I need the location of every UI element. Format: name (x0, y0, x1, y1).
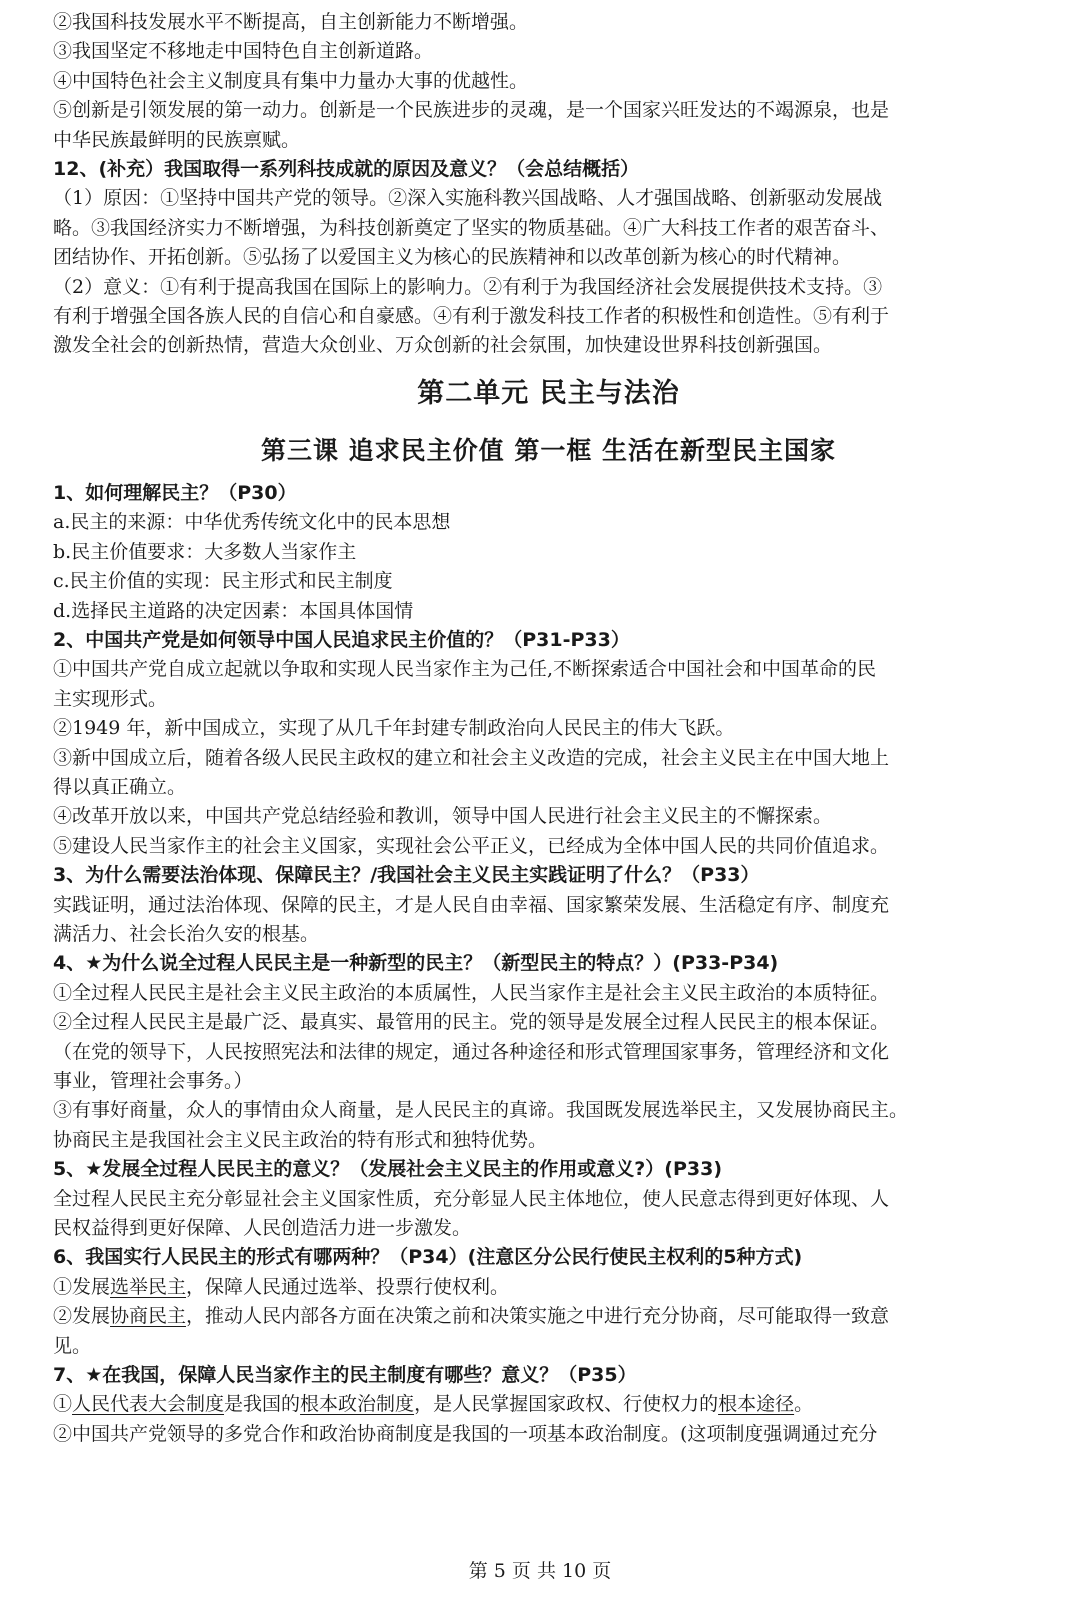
question-heading: 6、我国实行人民民主的形式有哪两种？（P34）(注意区分公民行使民主权利的5种方式) (53, 1246, 803, 1269)
text-span: 。 (794, 1393, 814, 1416)
text-line: 实践证明，通过法治体现、保障的民主，才是人民自由幸福、国家繁荣发展、生活稳定有序、制度充 (53, 893, 890, 916)
underlined-term: 选举民主 (110, 1275, 187, 1298)
question-heading: 1、如何理解民主？（P30） (53, 481, 297, 504)
text-line: 满活力、社会长治久安的根基。 (53, 922, 320, 945)
text-line: ④中国特色社会主义制度具有集中力量办大事的优越性。 (53, 69, 529, 92)
page-footer: 第 5 页 共 10 页 (468, 1560, 612, 1582)
text-line: ②中国共产党领导的多党合作和政治协商制度是我国的一项基本政治制度。(这项制度强调通过充分 (53, 1422, 878, 1445)
text-span: 是我国的 (224, 1393, 301, 1416)
underlined-term: 根本途径 (718, 1393, 795, 1416)
text-line: 得以真正确立。 (53, 775, 187, 798)
text-line: 事业，管理社会事务。） (53, 1070, 253, 1092)
text-block-main (53, 479, 1044, 1449)
question-heading: 7、★在我国，保障人民当家作主的民主制度有哪些？意义？（P35） (53, 1364, 637, 1387)
text-line: ②我国科技发展水平不断提高，自主创新能力不断增强。 (53, 11, 529, 33)
text-line: 团结协作、开拓创新。⑤弘扬了以爱国主义为核心的民族精神和以改革创新为核心的时代精神。 (53, 246, 852, 269)
text-span: ，保障人民通过选举、投票行使权利。 (186, 1275, 510, 1298)
text-line: ①全过程人民民主是社会主义民主政治的本质属性，人民当家作主是社会主义民主政治的本质特征。 (53, 981, 890, 1004)
text-line (53, 1390, 1044, 1419)
text-line: a.民主的来源：中华优秀传统文化中的民本思想 (53, 511, 451, 534)
text-line: （2）意义：①有利于提高我国在国际上的影响力。②有利于为我国经济社会发展提供技术支持。③ (53, 275, 883, 298)
text-span: ①发展 (53, 1275, 111, 1298)
text-line: 激发全社会的创新热情，营造大众创业、万众创新的社会氛围，加快建设世界科技创新强国。 (53, 334, 833, 357)
text-line: 主实现形式。 (53, 687, 168, 710)
text-line: ②全过程人民民主是最广泛、最真实、最管用的民主。党的领导是发展全过程人民民主的根本保证。 (53, 1011, 890, 1034)
underlined-term: 根本政治制度 (300, 1393, 415, 1416)
text-span: ，推动人民内部各方面在决策之前和决策实施之中进行充分协商，尽可能取得一致意 (186, 1305, 890, 1328)
question-heading: 4、★为什么说全过程人民民主是一种新型的民主？（新型民主的特点？）(P33-P34) (53, 952, 779, 975)
text-line: （1）原因：①坚持中国共产党的领导。②深入实施科教兴国战略、人才强国战略、创新驱动发展战 (53, 187, 883, 210)
text-line: 见。 (53, 1334, 92, 1357)
text-line: ③我国坚定不移地走中国特色自主创新道路。 (53, 40, 434, 63)
lesson-title: 第三课 追求民主价值 第一框 生活在新型民主国家 (260, 435, 837, 465)
text-line: 中华民族最鲜明的民族禀赋。 (53, 128, 301, 151)
question-heading: 3、为什么需要法治体现、保障民主？/我国社会主义民主实践证明了什么？（P33） (53, 864, 760, 887)
question-heading: 2、中国共产党是如何领导中国人民追求民主价值的？（P31-P33） (53, 628, 630, 651)
text-span: ②发展 (53, 1305, 111, 1328)
text-line: ③新中国成立后，随着各级人民民主政权的建立和社会主义改造的完成，社会主义民主在中国大地上 (53, 746, 890, 769)
text-line: d.选择民主道路的决定因素：本国具体国情 (53, 599, 414, 622)
text-line: 略。③我国经济实力不断增强，为科技创新奠定了坚实的物质基础。④广大科技工作者的艰苦奋斗、 (53, 216, 890, 239)
unit-title: 第二单元 民主与法治 (417, 377, 680, 409)
question-heading: 5、★发展全过程人民民主的意义？（发展社会主义民主的作用或意义?）(P33) (53, 1158, 723, 1181)
text-line: （在党的领导下，人民按照宪法和法律的规定，通过各种途径和形式管理国家事务，管理经济和文化 (53, 1040, 890, 1063)
text-line (53, 1302, 1044, 1331)
text-line: ①中国共产党自成立起就以争取和实现人民当家作主为己任,不断探索适合中国社会和中国革命的民 (53, 658, 877, 681)
text-line: ⑤创新是引领发展的第一动力。创新是一个民族进步的灵魂，是一个国家兴旺发达的不竭源泉，也是 (53, 99, 890, 122)
text-span: ① (53, 1393, 73, 1416)
text-block-top (53, 8, 1044, 361)
text-line (53, 1273, 1044, 1302)
text-line: 有利于增强全国各族人民的自信心和自豪感。④有利于激发科技工作者的积极性和创造性。⑤有利于 (53, 305, 890, 328)
text-line: ③有事好商量，众人的事情由众人商量，是人民民主的真谛。我国既发展选举民主，又发展协商民主。 (53, 1099, 909, 1122)
underlined-term: 协商民主 (110, 1305, 187, 1328)
text-line: 全过程人民民主充分彰显社会主义国家性质，充分彰显人民主体地位，使人民意志得到更好体现、人 (53, 1187, 890, 1210)
text-line: c.民主价值的实现：民主形式和民主制度 (53, 570, 393, 593)
question-heading: 12、(补充）我国取得一系列科技成就的原因及意义？（会总结概括） (53, 158, 640, 181)
text-line: ②1949 年，新中国成立，实现了从几千年封建专制政治向人民民主的伟大飞跃。 (53, 717, 735, 740)
text-line: 协商民主是我国社会主义民主政治的特有形式和独特优势。 (53, 1128, 548, 1151)
text-span: ，是人民掌握国家政权、行使权力的 (414, 1393, 719, 1416)
text-line: ④改革开放以来，中国共产党总结经验和教训，领导中国人民进行社会主义民主的不懈探索。 (53, 805, 833, 828)
text-line: 民权益得到更好保障、人民创造活力进一步激发。 (53, 1217, 472, 1240)
underlined-term: 人民代表大会制度 (72, 1393, 225, 1416)
text-line: ⑤建设人民当家作主的社会主义国家，实现社会公平正义，已经成为全体中国人民的共同价值追求。 (53, 834, 890, 857)
text-line: b.民主价值要求：大多数人当家作主 (53, 540, 357, 563)
